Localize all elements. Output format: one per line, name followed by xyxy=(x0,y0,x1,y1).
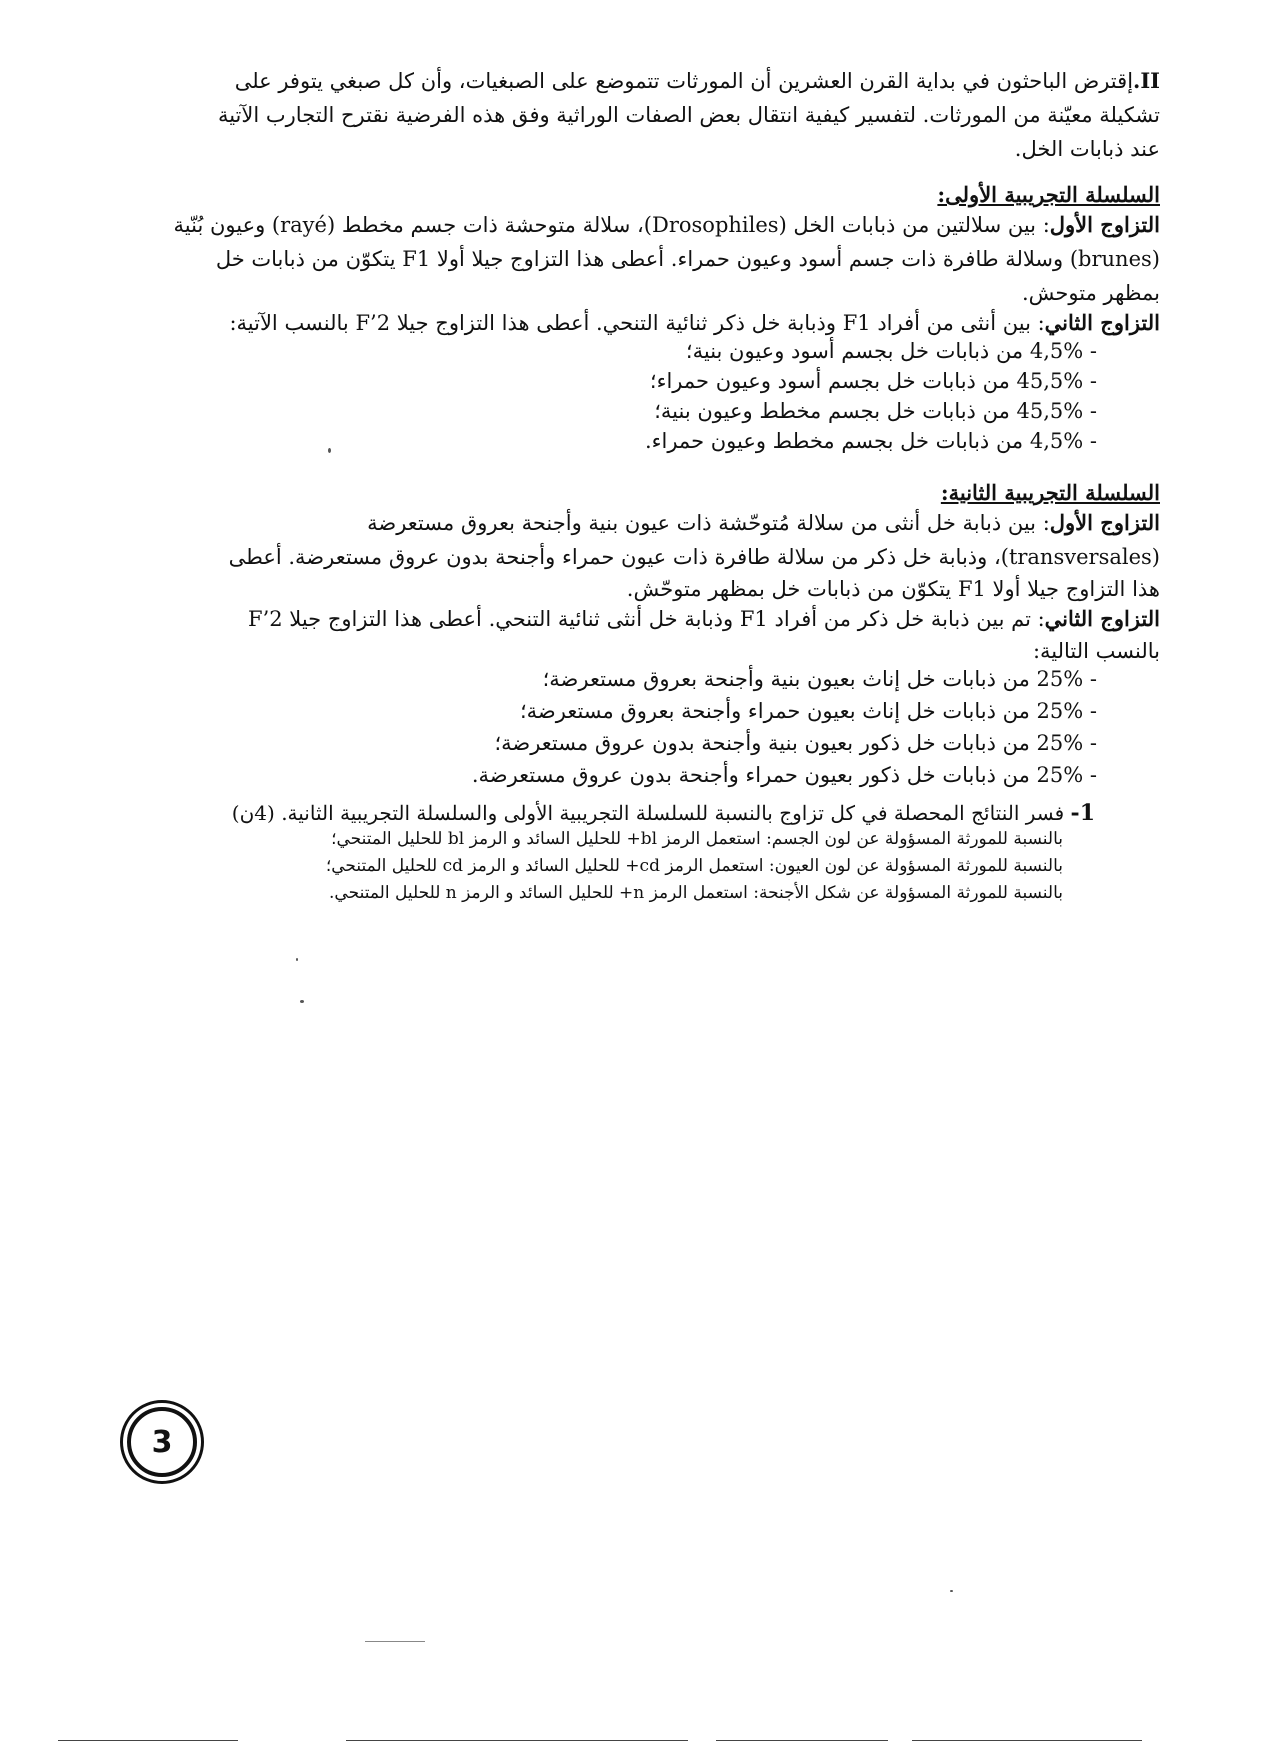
scan-speck xyxy=(950,1590,953,1592)
footer-rule xyxy=(58,1740,238,1741)
question-note-wing-shape: بالنسبة للمورثة المسؤولة عن شكل الأجنحة: استعمل الرمز n+ للحليل السائد و الرمز n للحليل المتنحي. xyxy=(329,883,1063,903)
series1-result-3: - 45,5% من ذبابات خل بجسم مخطط وعيون بنية؛ xyxy=(654,399,1097,423)
series1-result-2: - 45,5% من ذبابات خل بجسم أسود وعيون حمراء؛ xyxy=(649,369,1097,393)
series2-cross1-line-3: هذا التزاوج جيلا أولا F1 يتكوّن من ذبابات خل بمظهر متوحّش. xyxy=(626,577,1160,601)
series1-cross1-line-2: (brunes) وسلالة طافرة ذات جسم أسود وعيون حمراء. أعطى هذا التزاوج جيلا أولا F1 يتكوّن من ذبابات خل xyxy=(215,247,1160,271)
series2-cross2-line-1: التزاوج الثاني: تم بين ذبابة خل ذكر من أفراد F1 وذبابة خل أنثى ثنائية التنحي. أعطى هذا التزاوج جيلا F’2 xyxy=(248,606,1160,631)
page-number-badge xyxy=(120,1400,204,1484)
series2-result-4: - 25% من ذبابات خل ذكور بعيون حمراء وأجنحة بدون عروق مستعرضة. xyxy=(471,763,1097,787)
series1-heading: السلسلة التجريبية الأولى: xyxy=(937,182,1160,207)
question-1: 1- فسر النتائج المحصلة في كل تزاوج بالنسبة للسلسلة التجريبية الأولى والسلسلة التجريبية الثانية. (4ن) xyxy=(231,800,1095,826)
intro-line-2: تشكيلة معيّنة من المورثات. لتفسير كيفية انتقال بعض الصفات الوراثية وفق هذه الفرضية نقترح التجارب الآتية xyxy=(217,103,1160,127)
series1-result-4: - 4,5% من ذبابات خل بجسم مخطط وعيون حمراء. xyxy=(644,429,1097,453)
series2-cross2-line-2: بالنسب التالية: xyxy=(1032,639,1160,663)
scan-speck xyxy=(365,1641,425,1642)
series1-result-1: - 4,5% من ذبابات خل بجسم أسود وعيون بنية؛ xyxy=(685,339,1097,363)
series1-cross1-line-1: التزاوج الأول: بين سلالتين من ذبابات الخل (Drosophiles)، سلالة متوحشة ذات جسم مخطط (rayé) وعيون بُنّية xyxy=(173,212,1160,237)
scan-speck xyxy=(296,958,298,961)
question-number: 1- xyxy=(1070,800,1095,826)
series2-result-3: - 25% من ذبابات خل ذكور بعيون بنية وأجنحة بدون عروق مستعرضة؛ xyxy=(494,731,1097,755)
series2-heading: السلسلة التجريبية الثانية: xyxy=(940,480,1160,505)
section-marker: II. xyxy=(1133,68,1160,93)
question-note-body-color: بالنسبة للمورثة المسؤولة عن لون الجسم: استعمل الرمز bl+ للحليل السائد و الرمز bl للحليل المتنحي؛ xyxy=(331,829,1063,849)
scan-speck xyxy=(328,448,331,453)
series2-cross1-line-1: التزاوج الأول: بين ذبابة خل أنثى من سلالة مُتوحّشة ذات عيون بنية وأجنحة بعروق مستعرضة xyxy=(367,510,1160,535)
footer-rule xyxy=(346,1740,688,1741)
series1-cross1-line-3: بمظهر متوحش. xyxy=(1021,281,1160,305)
footer-rule xyxy=(912,1740,1142,1741)
question-note-eye-color: بالنسبة للمورثة المسؤولة عن لون العيون: استعمل الرمز cd+ للحليل السائد و الرمز cd للحليل المتنحي؛ xyxy=(325,856,1063,876)
footer-rule xyxy=(716,1740,888,1741)
intro-line-1: II.إقترض الباحثون في بداية القرن العشرين أن المورثات تتموضع على الصبغيات، وأن كل صبغي يتوفر على xyxy=(234,68,1160,93)
series2-cross1-line-2: (transversales)، وذبابة خل ذكر من سلالة طافرة ذات عيون حمراء وأجنحة بدون عروق مستعرضة. أعطى xyxy=(228,545,1160,569)
scan-speck xyxy=(300,1000,304,1003)
series2-result-1: - 25% من ذبابات خل إناث بعيون بنية وأجنحة بعروق مستعرضة؛ xyxy=(542,667,1097,691)
page-number: 3 xyxy=(127,1407,197,1477)
intro-line-3: عند ذبابات الخل. xyxy=(1014,137,1160,161)
series2-result-2: - 25% من ذبابات خل إناث بعيون حمراء وأجنحة بعروق مستعرضة؛ xyxy=(519,699,1097,723)
series1-cross2-line: التزاوج الثاني: بين أنثى من أفراد F1 وذبابة خل ذكر ثنائية التنحي. أعطى هذا التزاوج جيلا F’2 بالنسب الآتية: xyxy=(229,310,1160,335)
